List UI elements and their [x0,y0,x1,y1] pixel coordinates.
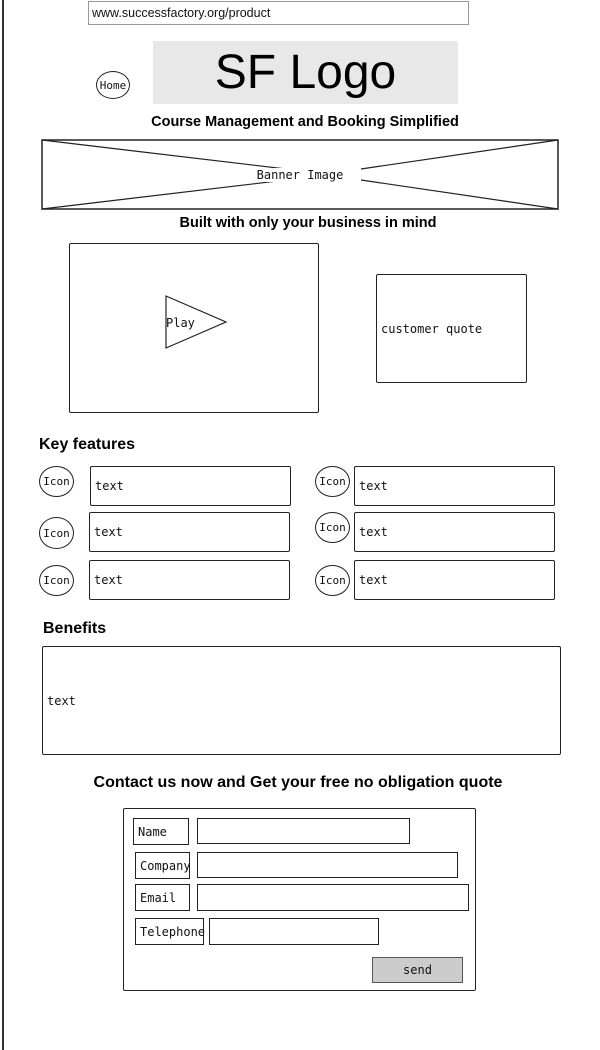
feature-text: text [94,573,123,587]
feature-icon [39,517,74,549]
telephone-label [135,918,204,945]
banner-image [41,139,559,210]
tagline-text: Course Management and Booking Simplified [151,114,459,130]
benefits-heading-text: Benefits [43,620,107,637]
intro-heading [40,215,576,231]
feature-text-box [90,466,291,506]
feature-text-box [89,560,290,600]
feature-text: text [359,479,388,493]
intro-heading-text: Built with only your business in mind [179,215,437,231]
contact-heading-text: Contact us now and Get your free no obligation quote [93,774,503,791]
feature-text-box [354,466,555,506]
feature-icon-label: Icon [43,574,70,587]
play-label: Play [166,316,195,330]
name-input[interactable] [197,818,410,844]
home-button[interactable] [96,71,130,99]
feature-icon-label: Icon [319,475,346,488]
feature-text: text [95,479,124,493]
name-label [133,818,189,845]
feature-icon [315,512,350,543]
page-left-border [2,0,4,1050]
features-heading-text: Key features [39,436,136,453]
url-text: www.successfactory.org/product [92,6,271,20]
feature-icon-label: Icon [319,574,346,587]
features-heading [39,436,135,454]
feature-icon [39,565,74,596]
email-label-text: Email [140,890,177,905]
company-input[interactable] [197,852,458,878]
feature-text: text [94,525,123,539]
name-label-text: Name [138,824,167,839]
telephone-input[interactable] [209,918,379,945]
benefits-text: text [47,693,76,708]
benefits-heading [43,620,106,638]
company-label [135,852,190,879]
feature-icon [315,565,350,596]
feature-icon [315,466,350,497]
email-label [135,884,190,911]
send-button[interactable] [372,957,463,983]
feature-icon-label: Icon [43,526,70,540]
customer-quote-text: customer quote [381,321,483,336]
video-player[interactable] [69,243,319,413]
banner-label: Banner Image [251,168,350,182]
feature-text-box [354,560,555,600]
telephone-label-text: Telephone [140,924,206,939]
feature-icon-label: Icon [43,475,70,488]
contact-heading [40,774,556,792]
send-button-label: send [403,963,432,977]
feature-text-box [354,512,555,552]
feature-text: text [359,525,388,539]
customer-quote [376,274,527,383]
logo [153,41,458,104]
feature-text-box [89,512,290,552]
email-input[interactable] [197,884,469,911]
logo-text: SF Logo [214,46,397,99]
feature-icon-label: Icon [319,521,346,534]
url-bar[interactable] [88,1,469,25]
home-label: Home [99,78,127,92]
benefits-box [42,646,561,755]
tagline [40,114,570,130]
feature-text: text [359,573,388,587]
feature-icon [39,466,74,497]
company-label-text: Company [140,858,191,873]
